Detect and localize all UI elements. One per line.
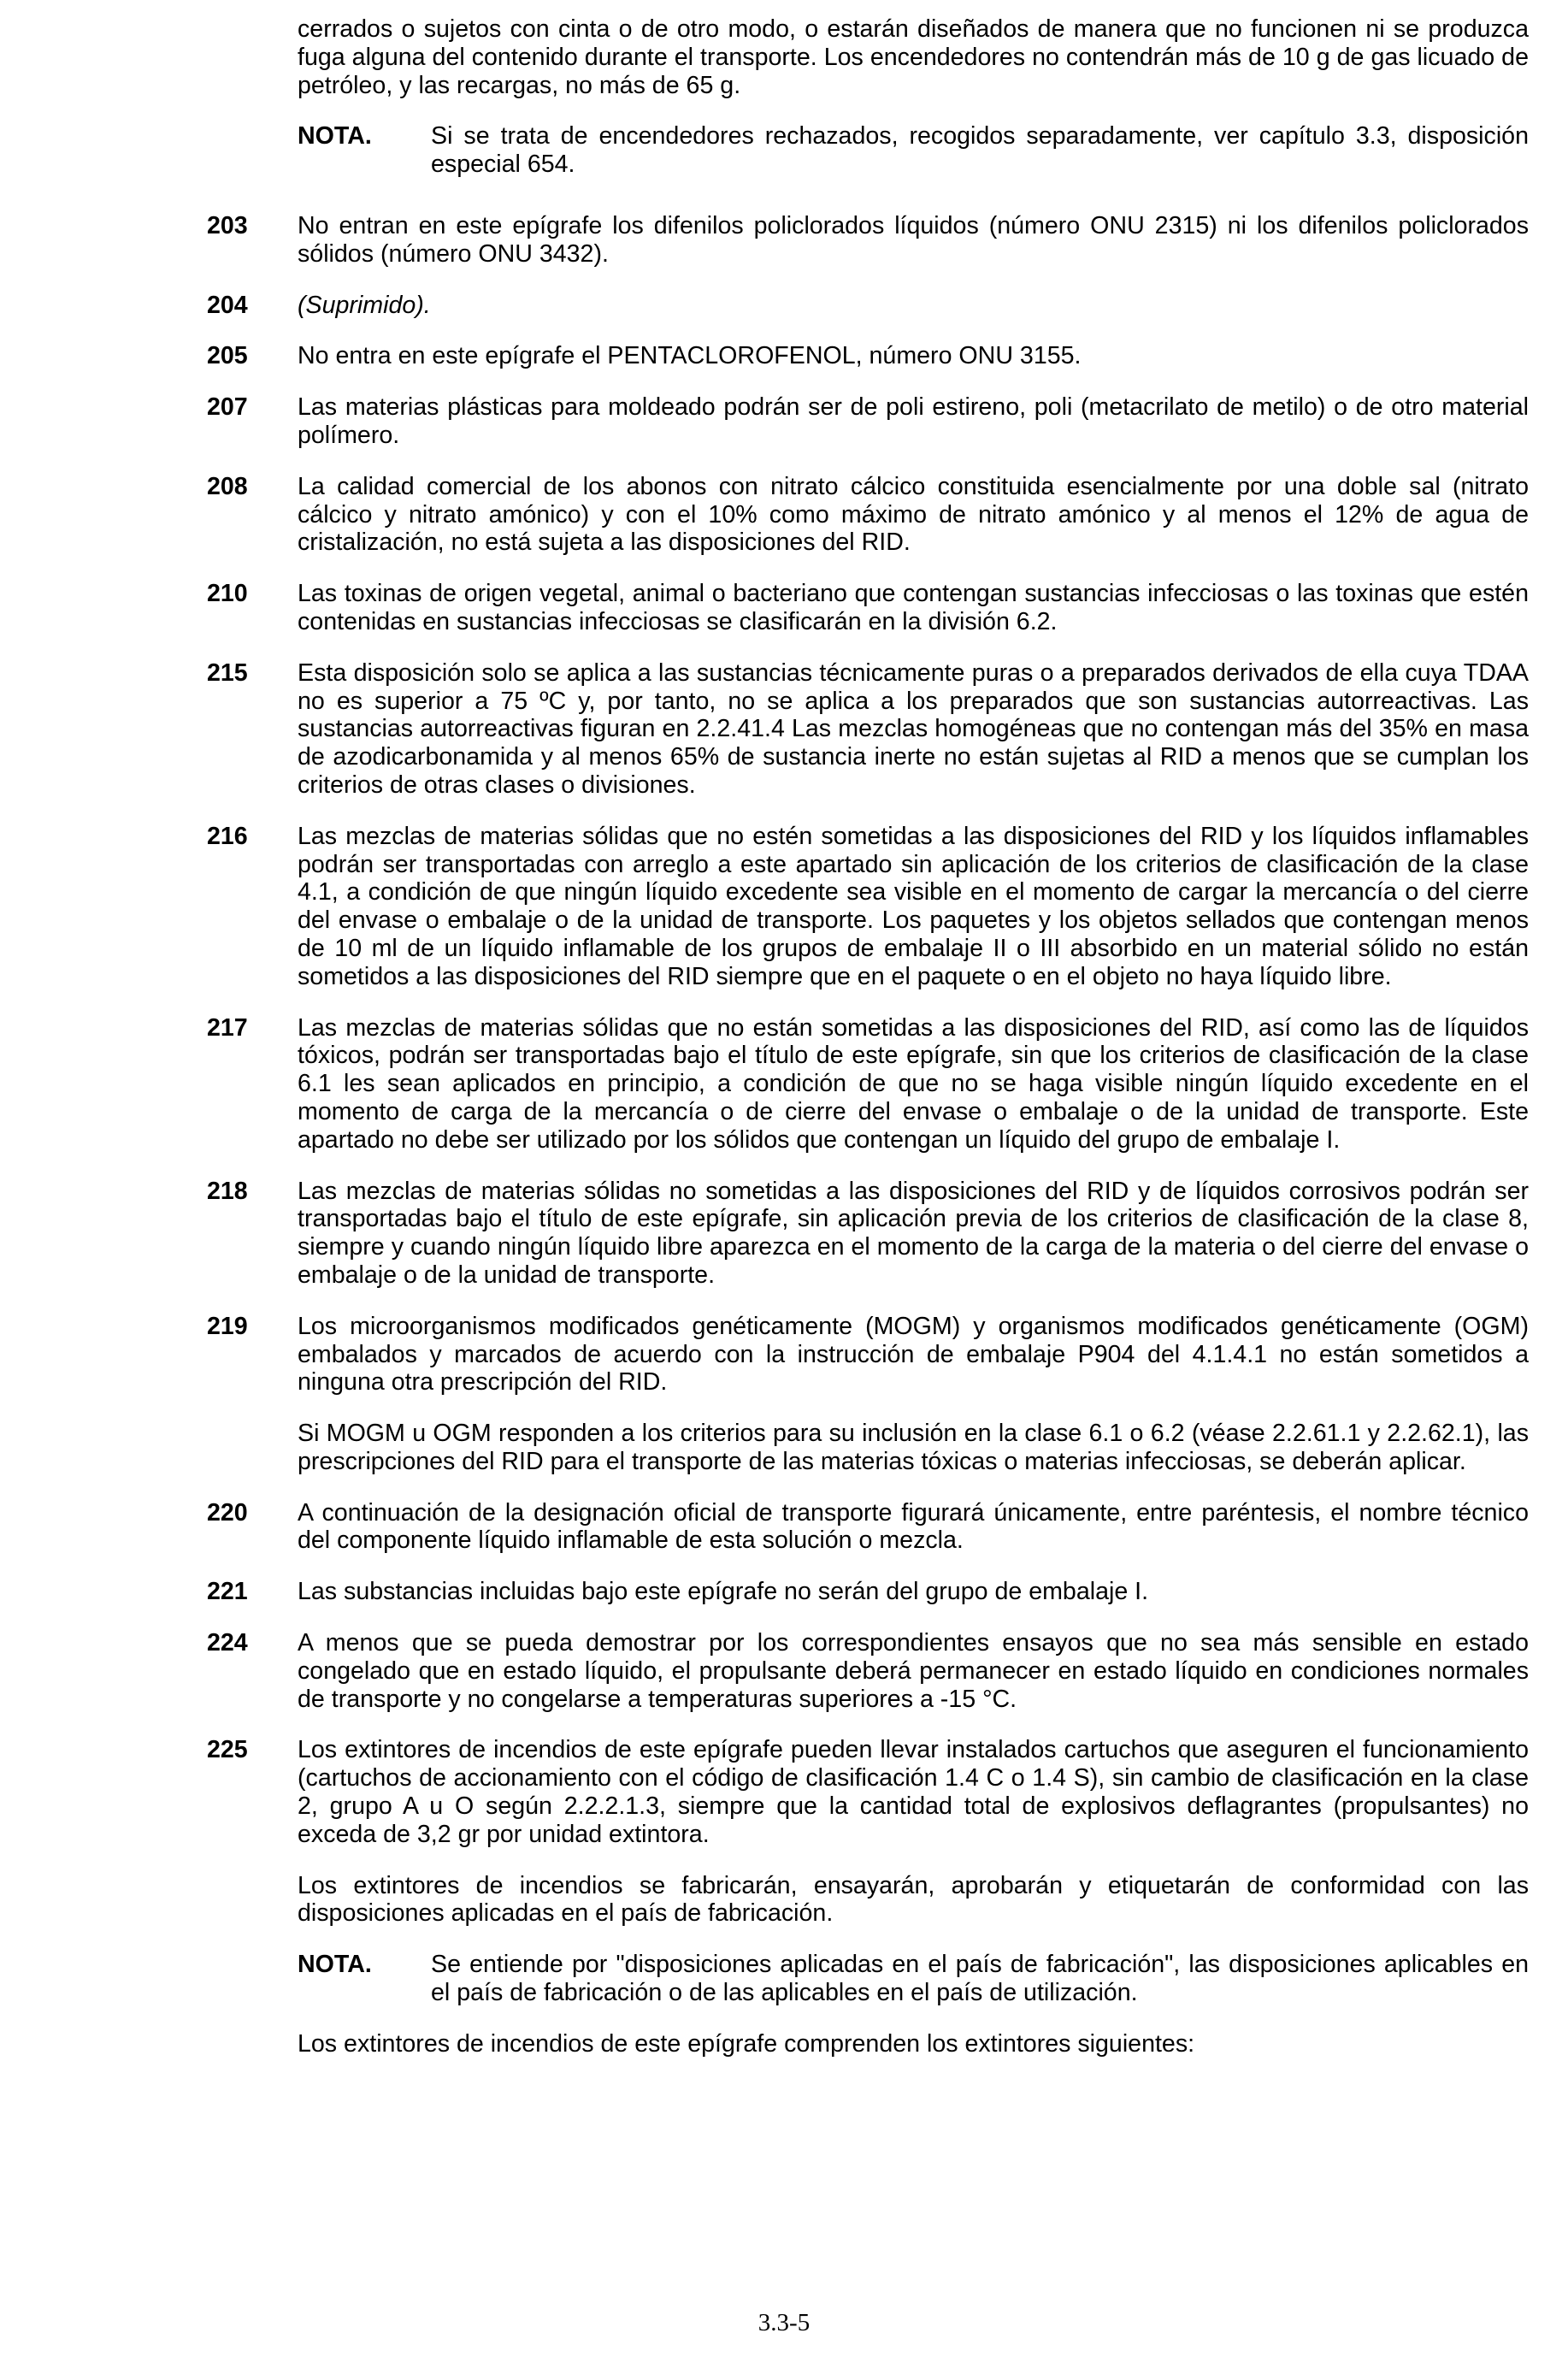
provision-207 (0, 393, 1568, 450)
provision-208 (0, 473, 1568, 557)
provision-body (298, 659, 1529, 800)
provision-216 (0, 823, 1568, 991)
provision-paragraph: Las substancias incluidas bajo este epígrafe no serán del grupo de embalaje I. (298, 1578, 1149, 1606)
provision-218 (0, 1178, 1568, 1290)
provision-221 (0, 1578, 1568, 1606)
provision-paragraph: Los microorganismos modificados genéticamente (MOGM) y organismos modificados genéticamente (OGM) embalados y marcados de acuerdo con la instrucción de embalaje P904 del 4.1.4.1 no están sometidos a ninguna otra prescripción del RID. (298, 1312, 1529, 1397)
provision-body (298, 1178, 1529, 1290)
provision-body (298, 212, 1529, 269)
provision-body (298, 823, 1529, 991)
provision-number: 217 (207, 1013, 248, 1042)
provision-paragraph: Las materias plásticas para moldeado podrán ser de poli estireno, poli (metacrilato de metilo) o de otro material polímero. (298, 393, 1529, 449)
provision-body (298, 1014, 1529, 1155)
provision-paragraph: Las mezclas de materias sólidas que no están sometidas a las disposiciones del RID, así como las de líquidos tóxicos, podrán ser transportadas bajo el título de este epígrafe, sin que los criterios de clasificación de la clase 6.1 les sean aplicados en principio, a condición de que no se haga visible ningún líquido excedente en el momento de carga de la mercancía o de cierre del envase o embalaje o de la unidad de transporte. Este apartado no debe ser utilizado por los sólidos que contengan un líquido del grupo de embalaje I. (298, 1013, 1529, 1154)
provision-body (298, 473, 1529, 557)
provision-204 (0, 292, 1568, 320)
provision-paragraph: Los extintores de incendios de este epígrafe comprenden los extintores siguientes: (298, 2029, 1195, 2058)
provision-215 (0, 659, 1568, 800)
provision-paragraph: No entra en este epígrafe el PENTACLOROFENOL, número ONU 3155. (298, 342, 1082, 370)
continuation-paragraph: cerrados o sujetos con cinta o de otro modo, o estarán diseñados de manera que no funcionen ni se produzca fuga alguna del contenido durante el transporte. Los encendedores no contendrán más de 10 g de gas licuado de petróleo, y las recargas, no más de 65 g. (298, 15, 1529, 99)
provision-225 (0, 1736, 1568, 2058)
provision-paragraph: Las mezclas de materias sólidas no sometidas a las disposiciones del RID y de líquidos corrosivos podrán ser transportadas bajo el título de este epígrafe, sin aplicación previa de los criterios de clasificación de la clase 8, siempre y cuando ningún líquido libre aparezca en el momento de la carga de la materia o del cierre del envase o embalaje o de la unidad de transporte. (298, 1177, 1529, 1289)
note-label: NOTA. (298, 1951, 372, 1979)
provision-body (298, 393, 1529, 450)
provision-219 (0, 1313, 1568, 1476)
provision-paragraph: La calidad comercial de los abonos con nitrato cálcico constituida esencialmente por una doble sal (nitrato cálcico y nitrato amónico) y con el 10% como máximo de nitrato amónico y al menos el 12% de agua de cristalización, no está sujeta a las disposiciones del RID. (298, 472, 1529, 557)
provision-paragraph: Los extintores de incendios se fabricarán, ensayarán, aprobarán y etiquetarán de conformidad con las disposiciones aplicadas en el país de fabricación. (298, 1871, 1529, 1928)
provision-number: 205 (207, 342, 248, 370)
provision-paragraph: Si MOGM u OGM responden a los criterios para su inclusión en la clase 6.1 o 6.2 (véase 2.2.61.1 y 2.2.62.1), las prescripciones del RID para el transporte de las materias tóxicas o materias infecciosas, se deberán aplicar. (298, 1420, 1529, 1475)
provision-paragraph: Las toxinas de origen vegetal, animal o bacteriano que contengan sustancias infecciosas o las toxinas que estén contenidas en sustancias infecciosas se clasificarán en la división 6.2. (298, 580, 1529, 635)
provision-paragraph: Las mezclas de materias sólidas que no estén sometidas a las disposiciones del RID y los líquidos inflamables podrán ser transportadas con arreglo a este apartado sin aplicación de los criterios de clasificación de la clase 4.1, a condición de que ningún líquido excedente sea visible en el momento de cargar la mercancía o del cierre del envase o embalaje o de la unidad de transporte. Los paquetes y los objetos sellados que contengan menos de 10 ml de un líquido inflamable de los grupos de embalaje II o III absorbido en un material sólido no están sometidos a las disposiciones del RID siempre que en el paquete o en el objeto no haya líquido libre. (298, 822, 1529, 990)
special-provisions-list (0, 212, 1568, 2082)
provision-body (298, 1313, 1529, 1476)
provision-220 (0, 1499, 1568, 1556)
provision-body (298, 292, 1529, 320)
continuation-block (298, 15, 1529, 179)
provision-number: 208 (207, 472, 248, 500)
provision-number: 203 (207, 212, 248, 239)
provision-number: 224 (207, 1629, 248, 1657)
provision-number: 225 (207, 1736, 248, 1764)
provision-number: 219 (207, 1312, 248, 1340)
provision-body (298, 580, 1529, 636)
provision-217 (0, 1014, 1568, 1155)
provision-number: 220 (207, 1498, 248, 1527)
provision-body (298, 1578, 1529, 1606)
provision-number: 218 (207, 1177, 248, 1205)
provision-number: 204 (207, 291, 248, 319)
note-label: NOTA. (298, 122, 372, 151)
provision-paragraph: No entran en este epígrafe los difenilos policlorados líquidos (número ONU 2315) ni los difenilos policlorados sólidos (número ONU 3432). (298, 212, 1529, 268)
provision-number: 216 (207, 822, 248, 850)
page-number: 3.3-5 (757, 2309, 811, 2336)
provision-number: 215 (207, 658, 248, 687)
provision-number: 221 (207, 1578, 248, 1606)
provision-body (298, 1629, 1529, 1713)
note-text: Si se trata de encendedores rechazados, recogidos separadamente, ver capítulo 3.3, disposición especial 654. (431, 122, 1529, 179)
note-text: Se entiende por "disposiciones aplicadas en el país de fabricación", las disposiciones aplicables en el país de fabricación o de las aplicables en el país de utilización. (431, 1951, 1529, 2007)
provision-number: 207 (207, 393, 248, 422)
provision-body (298, 1736, 1529, 2058)
provision-paragraph: (Suprimido). (298, 291, 431, 319)
provision-paragraph: A continuación de la designación oficial de transporte figurará únicamente, entre paréntesis, el nombre técnico del componente líquido inflamable de esta solución o mezcla. (298, 1498, 1529, 1555)
provision-paragraph: A menos que se pueda demostrar por los correspondientes ensayos que no sea más sensible en estado congelado que en estado líquido, el propulsante deberá permanecer en estado líquido en condiciones normales de transporte y no congelarse a temperaturas superiores a -15 °C. (298, 1629, 1529, 1713)
provision-205 (0, 342, 1568, 370)
continuation-note (298, 122, 1529, 179)
provision-paragraph: Esta disposición solo se aplica a las sustancias técnicamente puras o a preparados derivados de ella cuya TDAA no es superior a 75 ºC y, por tanto, no se aplica a los preparados que son sustancias autorreactivas. Las sustancias autorreactivas figuran en 2.2.41.4 Las mezclas homogéneas que no contengan más del 35% en masa de azodicarbonamida y al menos 65% de sustancia inerte no están sujetas al RID a menos que se cumplan los criterios de otras clases o divisiones. (298, 658, 1529, 799)
provision-210 (0, 580, 1568, 636)
provision-body (298, 1499, 1529, 1556)
provision-body (298, 342, 1529, 370)
provision-paragraph: Los extintores de incendios de este epígrafe pueden llevar instalados cartuchos que aseguren el funcionamiento (cartuchos de accionamiento con el código de clasificación 1.4 C o 1.4 S), sin cambio de clasificación en la clase 2, grupo A u O según 2.2.2.1.3, siempre que la cantidad total de explosivos deflagrantes (propulsantes) no exceda de 3,2 gr por unidad extintora. (298, 1736, 1529, 1848)
provision-203 (0, 212, 1568, 269)
provision-224 (0, 1629, 1568, 1713)
provision-note (298, 1951, 1529, 2007)
provision-number: 210 (207, 580, 248, 608)
